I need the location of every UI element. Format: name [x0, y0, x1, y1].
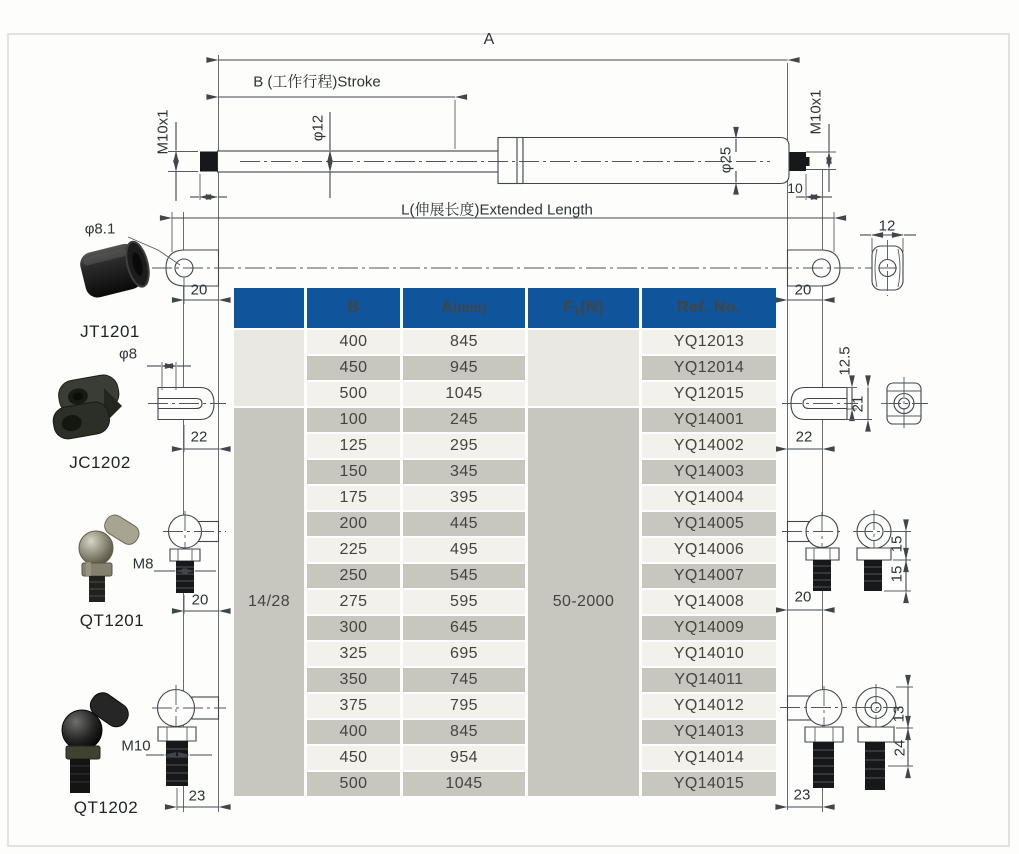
cell-group1-label: [234, 330, 304, 406]
cell-ref: YQ12015: [642, 382, 776, 406]
right-ball-large-offset-label: 23: [793, 786, 811, 804]
cell-b: 450: [307, 746, 400, 770]
cell-a: 495: [403, 538, 525, 562]
cell-ref: YQ14015: [642, 772, 776, 796]
header-f: F1(N): [528, 288, 639, 328]
thread-left-label: M10x1: [154, 109, 172, 155]
cell-ref: YQ14003: [642, 460, 776, 484]
right-clevis-slot-label: 12.5: [836, 346, 854, 376]
jc1202-code-label: JC1202: [69, 453, 131, 472]
cell-b: 100: [307, 408, 400, 432]
jc1202-hole-dia-label: φ8: [118, 345, 138, 363]
right-ball-small-dim-upper-label: 15: [888, 535, 906, 553]
rod-diameter-label: φ12: [309, 114, 327, 142]
right-ball-large-dim-lower-label: 24: [891, 739, 909, 757]
thread-right-label: M10x1: [807, 89, 825, 135]
cell-a: 545: [403, 564, 525, 588]
table-row: [234, 408, 776, 432]
cell-b: 275: [307, 590, 400, 614]
qt1201-drawing: [154, 511, 226, 614]
cell-ref: YQ14004: [642, 486, 776, 510]
cell-a: 795: [403, 694, 525, 718]
cell-ref: YQ14011: [642, 668, 776, 692]
cell-a: 595: [403, 590, 525, 614]
eye-right-offset-label: 20: [794, 281, 812, 299]
right-ball-small-offset-label: 20: [794, 588, 812, 606]
cell-a: 345: [403, 460, 525, 484]
jt1201-photo: [78, 239, 153, 300]
spec-table: [231, 286, 779, 798]
cell-a: 945: [403, 356, 525, 380]
cell-ref: YQ14013: [642, 720, 776, 744]
cell-a: 1045: [403, 772, 525, 796]
qt1201-code-label: QT1201: [79, 611, 145, 630]
cell-a: 295: [403, 434, 525, 458]
cell-a: 1045: [403, 382, 525, 406]
cell-b: 200: [307, 512, 400, 536]
table-row: [234, 668, 776, 692]
cell-b: 250: [307, 564, 400, 588]
cell-ref: YQ14008: [642, 590, 776, 614]
qt1201-offset-label: 20: [191, 591, 209, 609]
table-row: [234, 746, 776, 770]
cell-a: 745: [403, 668, 525, 692]
cell-b: 125: [307, 434, 400, 458]
cell-b: 450: [307, 356, 400, 380]
cell-ref: YQ14001: [642, 408, 776, 432]
table-row: [234, 538, 776, 562]
dim-b-stroke-label: B (工作行程)Stroke: [253, 73, 381, 91]
table-row: [234, 330, 776, 354]
cell-ref: YQ14014: [642, 746, 776, 770]
table-row: [234, 460, 776, 484]
cell-a: 845: [403, 720, 525, 744]
left-clevis-drawing: [147, 362, 226, 452]
header-a: A(min): [403, 288, 525, 328]
table-row: [234, 564, 776, 588]
eye-width-label: 12: [878, 217, 896, 235]
qt1202-code-label: QT1202: [73, 798, 139, 817]
jt1201-code-label: JT1201: [80, 322, 140, 341]
table-row: [234, 356, 776, 380]
header-ref: Ref. No.: [642, 288, 776, 328]
cell-b: 400: [307, 720, 400, 744]
table-row: [234, 590, 776, 614]
cell-a: 954: [403, 746, 525, 770]
cell-ref: YQ12013: [642, 330, 776, 354]
cell-b: 400: [307, 330, 400, 354]
cell-a: 245: [403, 408, 525, 432]
table-row: [234, 642, 776, 666]
thread-length-label: 10: [787, 180, 803, 196]
jt1201-hole-dia-label: φ8.1: [84, 220, 116, 238]
table-row: [234, 512, 776, 536]
cell-b: 225: [307, 538, 400, 562]
cell-b: 500: [307, 382, 400, 406]
header-b: B: [307, 288, 400, 328]
table-row: [234, 694, 776, 718]
cell-b: 350: [307, 668, 400, 692]
cell-ref: YQ12014: [642, 356, 776, 380]
cell-ref: YQ14010: [642, 642, 776, 666]
eye-left-offset-label: 20: [190, 281, 208, 299]
tube-diameter-label: φ25: [717, 146, 735, 174]
table-row: [234, 434, 776, 458]
cell-ref: YQ14006: [642, 538, 776, 562]
cell-a: 695: [403, 642, 525, 666]
jc1202-offset-label: 22: [190, 428, 208, 446]
table-header-row: [234, 288, 776, 328]
cell-b: 375: [307, 694, 400, 718]
table-row: [234, 772, 776, 796]
cell-ref: YQ14012: [642, 694, 776, 718]
right-ball-large-dim-upper-label: 13: [890, 705, 908, 723]
right-ball-small-dim-lower-label: 15: [888, 565, 906, 583]
qt1202-offset-label: 23: [188, 787, 206, 805]
right-clevis-height-label: 21: [849, 395, 867, 413]
qt1202-drawing: [146, 685, 226, 810]
cell-a: 395: [403, 486, 525, 510]
table-row: [234, 382, 776, 406]
cell-ref: YQ14005: [642, 512, 776, 536]
header-group: [234, 288, 304, 328]
cell-ref: YQ14009: [642, 616, 776, 640]
dim-a-label: A: [483, 31, 495, 48]
cell-b: 325: [307, 642, 400, 666]
cell-a: 445: [403, 512, 525, 536]
cell-b: 150: [307, 460, 400, 484]
cell-b: 175: [307, 486, 400, 510]
table-row: [234, 486, 776, 510]
qt1202-thread-label: M10: [121, 737, 151, 755]
qt1201-thread-label: M8: [132, 555, 154, 573]
dim-l-extended-label: L(伸展长度)Extended Length: [401, 201, 593, 219]
cell-a: 645: [403, 616, 525, 640]
right-clevis-offset-label: 22: [795, 428, 813, 446]
cell-group1-force: [528, 330, 639, 406]
table-row: [234, 616, 776, 640]
jc1202-photo: [51, 373, 122, 441]
cell-ref: YQ14007: [642, 564, 776, 588]
cell-b: 500: [307, 772, 400, 796]
cell-ref: YQ14002: [642, 434, 776, 458]
table-row: [234, 720, 776, 744]
cell-group2-label: 14/28: [234, 408, 304, 796]
cell-b: 300: [307, 616, 400, 640]
cell-a: 845: [403, 330, 525, 354]
cell-group2-force: 50-2000: [528, 408, 639, 796]
